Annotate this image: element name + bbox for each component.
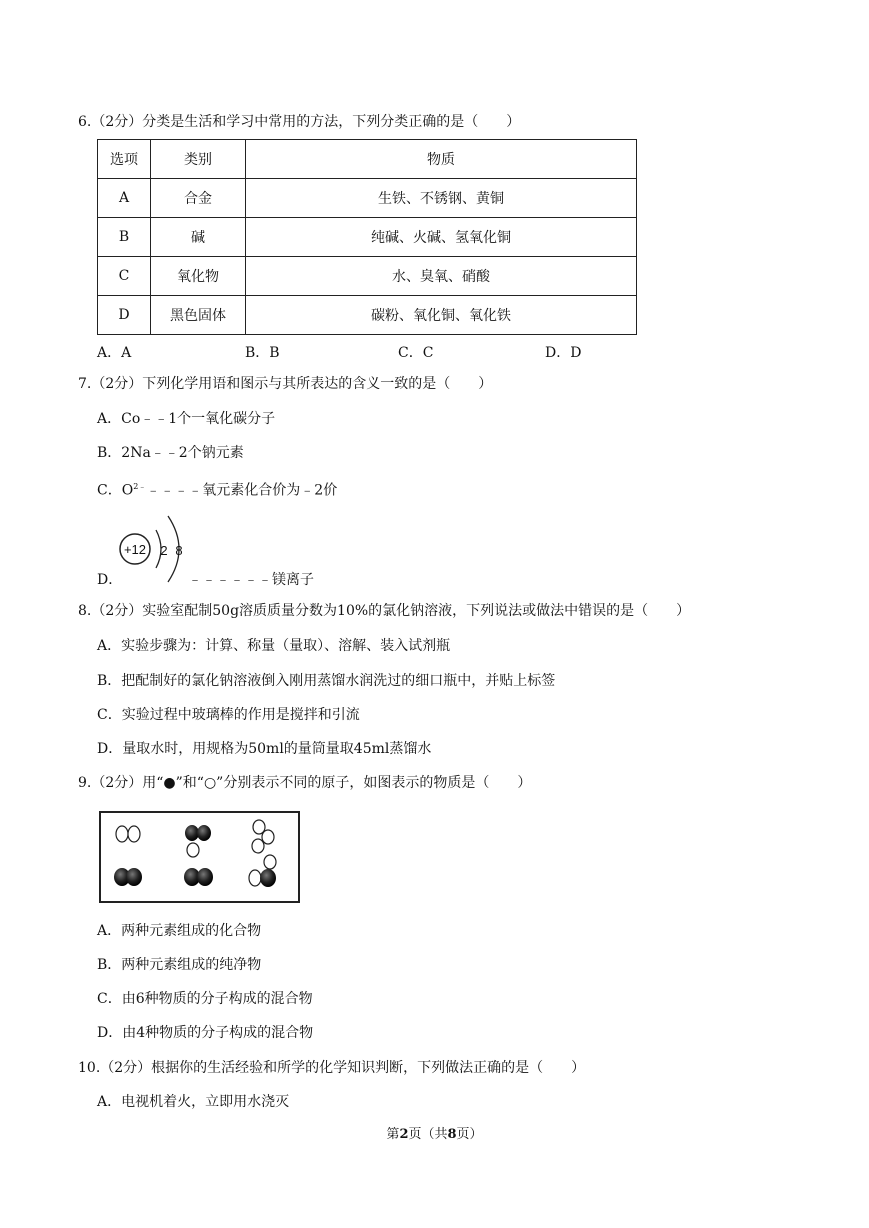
table-cell: D (98, 296, 151, 335)
q9-option-d: D．由4种物质的分子构成的混合物 (97, 1025, 314, 1041)
table-cell: 纯碱、火碱、氢氧化铜 (246, 218, 637, 257)
q8-option-a: A．实验步骤为：计算、称量（量取）、溶解、装入试剂瓶 (97, 638, 451, 654)
q7-option-c (97, 478, 337, 500)
footer-prefix: 第 (386, 1127, 400, 1142)
footer-middle: 页（共 (408, 1127, 448, 1142)
q8-option-c: C．实验过程中玻璃棒的作用是搅拌和引流 (97, 707, 360, 723)
q7-option-c-prefix: C．O (97, 482, 134, 499)
table-cell: 水、臭氧、硝酸 (246, 257, 637, 296)
classification-table (97, 139, 637, 335)
q9-option-a: A．两种元素组成的化合物 (97, 923, 262, 939)
table-cell: 碱 (151, 218, 246, 257)
q7-option-d-label: D． (97, 572, 123, 588)
q8-option-d: D．量取水时，用规格为50ml的量筒量取45ml蒸馏水 (97, 741, 432, 757)
footer-total-pages: 8 (447, 1127, 457, 1142)
table-cell: 氧化物 (151, 257, 246, 296)
table-cell: 黑色固体 (151, 296, 246, 335)
q6-answer-a: A．A (97, 345, 132, 361)
shell-1-electrons: 2 (160, 543, 168, 558)
table-cell: 碳粉、氧化铜、氧化铁 (246, 296, 637, 335)
q7-option-b: B．2Na﹣﹣2个钠元素 (97, 445, 244, 461)
q6-answer-b: B．B (245, 345, 280, 361)
q7-option-a: A．Co﹣﹣1个一氧化碳分子 (97, 411, 276, 427)
q9-stem: 9.（2分）用“●”和“○”分别表示不同的原子，如图表示的物质是（ ） (78, 775, 532, 791)
q6-answer-d: D．D (545, 345, 582, 361)
table-header: 类别 (151, 140, 246, 179)
table-row (98, 296, 637, 335)
q9-option-c: C．由6种物质的分子构成的混合物 (97, 991, 313, 1007)
footer-page-number: 2 (399, 1127, 409, 1142)
q8-option-b: B．把配制好的氯化钠溶液倒入刚用蒸馏水润洗过的细口瓶中，并贴上标签 (97, 673, 556, 689)
q9-option-b: B．两种元素组成的纯净物 (97, 957, 262, 973)
table-cell: C (98, 257, 151, 296)
q7-option-c-superscript: 2﹣ (133, 482, 147, 491)
table-row (98, 257, 637, 296)
shell-2-electrons: 8 (175, 543, 183, 558)
q6-answer-c: C．C (398, 345, 434, 361)
table-header-row (98, 140, 637, 179)
nucleus-charge: +12 (123, 542, 147, 557)
page-footer (0, 1123, 869, 1142)
molecule-diagram (99, 811, 301, 904)
table-cell: 合金 (151, 179, 246, 218)
q7-stem: 7.（2分）下列化学用语和图示与其所表达的含义一致的是（ ） (78, 376, 493, 392)
q6-stem: 6.（2分）分类是生活和学习中常用的方法，下列分类正确的是（ ） (78, 114, 521, 130)
magnesium-ion-diagram (110, 508, 200, 588)
table-header: 选项 (98, 140, 151, 179)
table-cell: 生铁、不锈钢、黄铜 (246, 179, 637, 218)
q10-stem: 10.（2分）根据你的生活经验和所学的化学知识判断，下列做法正确的是（ ） (78, 1060, 586, 1076)
table-cell: B (98, 218, 151, 257)
footer-suffix: 页） (456, 1127, 483, 1142)
table-row (98, 218, 637, 257)
q8-stem: 8.（2分）实验室配制50g溶质质量分数为10%的氯化钠溶液，下列说法或做法中错误的是（ ） (78, 603, 691, 619)
q7-option-c-text: ﹣﹣﹣﹣氧元素化合价为﹣2价 (146, 482, 338, 499)
table-header: 物质 (246, 140, 637, 179)
q10-option-a: A．电视机着火，立即用水浇灭 (97, 1094, 290, 1110)
table-row (98, 179, 637, 218)
table-cell: A (98, 179, 151, 218)
q7-option-d-text: ﹣﹣﹣﹣﹣﹣镁离子 (188, 572, 314, 588)
